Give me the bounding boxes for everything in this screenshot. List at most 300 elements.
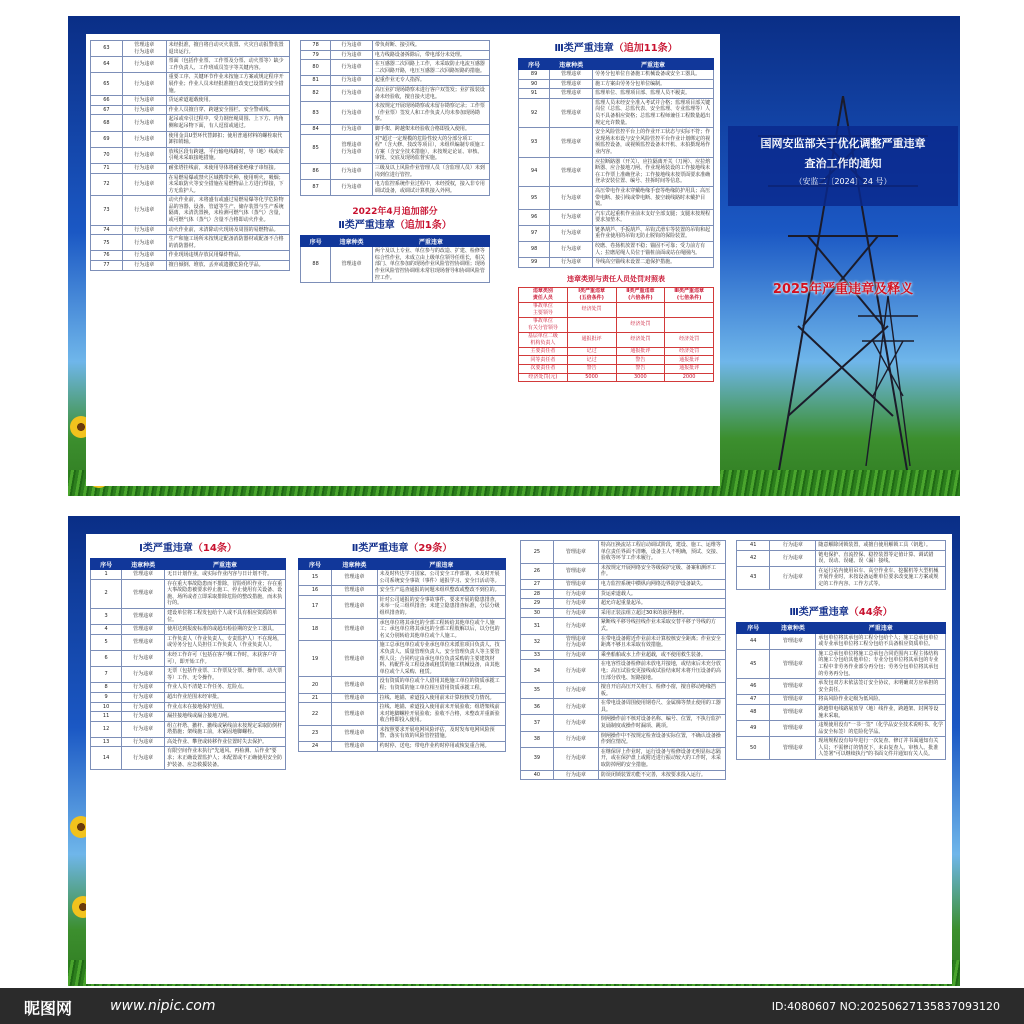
rule-category: 管理违章 行为违章 (553, 634, 598, 650)
rule-description: 在电容性设备检修前未放电并接地，或结束后未充分放电；高压试验变更接线或试验结束时未将升压设备的高压部分放电、短路接地。 (598, 660, 725, 683)
rule-number: 24 (299, 742, 332, 752)
matrix-row (519, 373, 714, 382)
rule-number: 11 (91, 712, 122, 722)
rule-category: 管理违章 (122, 579, 165, 608)
rule-category: 管理违章 (553, 579, 598, 589)
rule-category: 管理违章 (332, 693, 378, 703)
rule-category: 行为违章 (331, 85, 373, 101)
table-row (91, 667, 286, 683)
rule-category: 行为违章 (122, 235, 166, 251)
col-header-description: 严重违章 (816, 622, 946, 633)
matrix-cell: 通报批评 (616, 347, 665, 356)
col-header-no: 序号 (519, 59, 550, 70)
rule-number: 92 (519, 98, 550, 127)
table-row (91, 650, 286, 666)
rule-description: 约时停、送电；带电作业约时停用或恢复重合闸。 (377, 742, 505, 752)
rule-number: 83 (301, 102, 331, 125)
rule-number: 65 (91, 73, 123, 96)
rule-number: 95 (519, 186, 550, 209)
matrix-cell: 通报批评 (665, 365, 714, 374)
rule-category: 管理违章 行为违章 (122, 41, 166, 57)
rule-category: 管理违章 (550, 70, 593, 80)
col-header-category: 违章种类 (332, 559, 378, 570)
table-row (521, 715, 726, 731)
rule-description: 作业人员不清楚工作任务、危险点。 (165, 683, 286, 693)
rules-table-body (91, 41, 290, 271)
rule-category: 行为违章 (122, 57, 166, 73)
matrix-cell: 通报批评 (567, 332, 616, 347)
matrix-cell: 同等责任者 (519, 356, 568, 365)
rule-category: 管理违章 (550, 89, 593, 99)
matrix-row (519, 332, 714, 347)
rule-description: 耐张塔挂线前，未使用导体将耐张绝缘子串短接。 (166, 163, 289, 173)
rule-description: 漏挂接地线或漏合接地刀闸。 (165, 712, 286, 722)
rule-description: 导线高空锚线未设置二道保护措施。 (593, 258, 714, 268)
matrix-cell: 事故单位 主要领导 (519, 302, 568, 317)
table-row (521, 683, 726, 699)
rule-number: 81 (301, 76, 331, 86)
rule-description: 汽车式起重机作业前未支好全部支腿；支腿未按规程要求加垫木。 (593, 209, 714, 225)
rule-description: 使用达到报废标准的或超出检验期的安全工器具。 (165, 625, 286, 635)
rule-number: 36 (521, 699, 554, 715)
rule-category: 行为违章 (122, 105, 166, 115)
rule-category: 行为违章 (553, 770, 598, 780)
rule-number: 3 (91, 608, 122, 624)
site-logo: 昵图网 (24, 999, 73, 1018)
col-header-description: 严重违章 (377, 559, 505, 570)
matrix-cell: 经济处罚 (665, 347, 714, 356)
table-row (301, 76, 490, 86)
table-row (737, 679, 946, 695)
rule-description: 票面（包括作业票、工作票及分票、动火票等）缺少工作负责人、工作班成员签字等关键内容。 (166, 57, 289, 73)
rule-category: 行为违章 (331, 163, 373, 179)
rule-number: 2 (91, 579, 122, 608)
rule-description: 施工总承包单位或专业承包单位未派驻项目负责人、技术负责人、质量管理负责人、安全管理负责人等主要管理人员；合同约定由承包单位负责采购的主要建筑材料、构配件及工程设备或租赁的施工机械设备，由其他单位或个人采购、租赁。 (377, 641, 505, 677)
rule-number: 4 (91, 625, 122, 635)
notice-doc-number: （安监二〔2024〕24 号） (794, 177, 892, 186)
bottom-flyer-panel (68, 516, 960, 986)
rule-number: 84 (301, 124, 331, 134)
rule-description: 动火作业前，未将盛有或盛过易燃易爆等化学危险物品的容器、设备、管道等生产、储存装置与生产系统隔离，未清洗置换，未检测可燃气体（蒸气）含量，或可燃气体（蒸气）含量不合格即动火作业。 (166, 196, 289, 225)
class3-addition-heading: Ⅲ类严重违章（追加11条） (554, 43, 678, 54)
rule-description: 防误闭锁装置功能不完善，未按要求投入运行。 (598, 770, 725, 780)
table-row (301, 60, 490, 76)
rule-category: 行为违章 (122, 225, 166, 235)
rule-category: 行为违章 (122, 667, 165, 683)
table-row (91, 196, 290, 225)
table-row (91, 747, 286, 770)
rule-category: 行为违章 (122, 650, 165, 666)
rule-description: 高处作业、攀登或转移作业位置时失去保护。 (165, 737, 286, 747)
table-row (521, 618, 726, 634)
table-row (519, 242, 714, 258)
rule-number: 72 (91, 173, 123, 196)
matrix-header-cell: Ⅱ类严重违章 (六倍条件) (616, 287, 665, 302)
table-row (299, 725, 506, 741)
rules-table (90, 558, 286, 770)
rule-number: 47 (737, 695, 770, 705)
rule-number: 96 (519, 209, 550, 225)
table-row (91, 251, 290, 261)
rule-category: 管理违章 (122, 625, 165, 635)
rule-category: 行为违章 (553, 589, 598, 599)
rule-description: 三级及以上风险作业管理人员（含监理人员）未到岗到位进行管控。 (372, 163, 489, 179)
rule-number: 76 (91, 251, 123, 261)
table-row (91, 147, 290, 163)
class1-heading: Ⅰ类严重违章（14条） (139, 543, 237, 554)
col-header-description: 严重违章 (593, 59, 714, 70)
rule-number: 20 (299, 677, 332, 693)
rule-number: 66 (91, 96, 123, 106)
rule-category: 管理违章 (122, 608, 165, 624)
rule-category: 行为违章 (122, 702, 165, 712)
rules-table (736, 540, 946, 590)
rule-number: 5 (91, 634, 122, 650)
rule-number: 33 (521, 650, 554, 660)
col-header-category: 违章种类 (550, 59, 593, 70)
table-row (521, 731, 726, 747)
rule-description: 未经批准，擅自将自动灭火装置、火灾自动报警装置退出运行。 (166, 41, 289, 57)
rules-table-body (301, 247, 490, 283)
table-row (301, 180, 490, 196)
table-row (299, 641, 506, 677)
rule-category: 管理违章 (550, 79, 593, 89)
rule-description: 起重作业无专人指挥。 (372, 76, 489, 86)
penalty-matrix (518, 287, 714, 382)
penalty-matrix-body (519, 302, 714, 381)
rule-number: 38 (521, 731, 554, 747)
rule-description: 起吊或牵引过程中，受力钢丝绳周围、上下方、内角侧和起吊物下面，有人逗留或通过。 (166, 115, 289, 131)
table-row (91, 608, 286, 624)
rule-number: 26 (521, 563, 554, 579)
rule-description: 建设单位将工程发包给个人或不具有相应资质的单位。 (165, 608, 286, 624)
rule-category: 行为违章 (553, 731, 598, 747)
rule-description: 两个及以上专业、单位参与的改造、扩建、检修等综合性作业，未成立由上级单位领导任组长，相关部门、单位参加的现场作业风险管控协调组；现场作业风险管控协调组未常驻现场督导和协调风险管控工作。 (372, 247, 489, 283)
table-row (301, 41, 490, 51)
rule-description: 擅自倾倒、堆放、丢弃或遗撒危险化学品。 (166, 261, 289, 271)
rule-number: 19 (299, 641, 332, 677)
rule-number: 21 (299, 693, 332, 703)
table-row (519, 98, 714, 127)
matrix-cell: 经济处罚(元) (519, 373, 568, 382)
matrix-cell: 记过 (567, 347, 616, 356)
rule-number: 31 (521, 618, 554, 634)
rules-table-body (521, 541, 726, 780)
col-header-category: 违章种类 (770, 622, 816, 633)
rule-description: 倒闸操作中不按规定检查设备实际位置，不确认设备操作到位情况。 (598, 731, 725, 747)
rule-category: 行为违章 (122, 683, 165, 693)
main-title: 2025年严重违章及释义 (772, 282, 914, 297)
matrix-cell: 2000 (665, 373, 714, 382)
table-row (299, 570, 506, 586)
rule-category: 行为违章 (122, 96, 166, 106)
rules-table (736, 622, 946, 761)
matrix-row (519, 302, 714, 317)
rule-category: 行为违章 (770, 550, 816, 566)
top-column-3 (518, 40, 714, 382)
rule-description: 乘坐船舶或水上作业超载，或不使用救生装备。 (598, 650, 725, 660)
rule-category: 行为违章 (331, 60, 373, 76)
rule-category: 管理违章 (122, 634, 165, 650)
rule-description: 没有资质的单位或个人借用其他施工单位的资质承揽工程；有资质的施工单位相互借用资质承揽工程。 (377, 677, 505, 693)
rule-category: 行为违章 (331, 124, 373, 134)
rule-category: 管理违章 (550, 157, 593, 186)
rule-category: 管理违章 (553, 563, 598, 579)
table-row (737, 695, 946, 705)
table-row (91, 261, 290, 271)
rule-category: 行为违章 (122, 251, 166, 261)
rule-category: 行为违章 (122, 747, 165, 770)
rule-category: 行为违章 (770, 566, 816, 589)
rule-number: 71 (91, 163, 123, 173)
rule-description: 存在重大事故隐患而不排除，冒险组织作业；存在重大事故隐患被要求停止施工、停止使用有关设备、设施、场所或者立即采取排除危险的整改措施，而未执行的。 (165, 579, 286, 608)
table-row (521, 589, 726, 599)
matrix-cell (665, 302, 714, 317)
rule-number: 89 (519, 70, 550, 80)
rule-category: 管理违章 (770, 721, 816, 737)
rule-description: 工作负责人（作业负责人、专责监护人）不在现场，或劳务分包人员担任工作负责人（作业负责人）。 (165, 634, 286, 650)
table-row (91, 721, 286, 737)
rule-category: 行为违章 (122, 147, 166, 163)
table-row (521, 579, 726, 589)
rule-number: 43 (737, 566, 770, 589)
matrix-row (519, 365, 714, 374)
rule-category: 行为违章 (550, 242, 593, 258)
rule-category: 管理违章 (770, 649, 816, 678)
matrix-row (519, 356, 714, 365)
notice-title-line2: 查治工作的通知 (804, 157, 882, 170)
table-row (519, 186, 714, 209)
bottom-column-4 (736, 540, 946, 760)
table-row (91, 634, 286, 650)
rule-category: 行为违章 (122, 196, 166, 225)
table-row (737, 633, 946, 649)
rules-table-body (737, 541, 946, 590)
matrix-cell: 警告 (567, 365, 616, 374)
table-row (521, 563, 726, 579)
matrix-cell: 通报批评 (665, 356, 714, 365)
rule-description: 随意解除闭锁装置，或擅自使用解锁工具（钥匙）。 (816, 541, 946, 551)
rule-description: 在易燃易爆或禁火区域携带火种、使用明火、吸烟；未采取防火等安全措施在易燃物品上方进行焊接，下方无监护人。 (166, 173, 289, 196)
rule-description: 应拉断路器（开关）、应拉隔离开关（刀闸）、应拉熔断器、应合接地刀闸、作业现场装设的工作接地线未在工作票上准确登录；工作接地线未按票面要求准确登录安装位置、编号、挂拆时间等信息。 (593, 157, 714, 186)
matrix-row (519, 317, 714, 332)
top-column-2 (300, 40, 490, 283)
rule-category: 管理违章 (332, 641, 378, 677)
bottom-column-2 (298, 540, 506, 752)
rule-description: 作业点未在接地保护范围。 (165, 702, 286, 712)
bottom-column-1 (90, 540, 286, 770)
rule-category: 行为违章 (122, 737, 165, 747)
rule-category: 行为违章 (122, 721, 165, 737)
rule-number: 16 (299, 586, 332, 596)
rule-number: 7 (91, 667, 122, 683)
table-row (91, 225, 290, 235)
table-row (91, 692, 286, 702)
table-row (737, 704, 946, 720)
rule-category: 管理违章 (770, 737, 816, 760)
rule-number: 74 (91, 225, 123, 235)
rule-description: 特高压换流站工程启动调试阶段，建设、施工、运维等单位责任界面不清晰，设备主人不明确，预试、交接、验收等环节工作未履行。 (598, 541, 725, 564)
rule-description: 采用正装法组立超过30米的悬浮抱杆。 (598, 608, 725, 618)
rule-number: 28 (521, 589, 554, 599)
rule-description: 在继保屏上作业时，运行设备与检修设备无明显标志隔开，或在保护盘上或附近进行振动较大的工作时，未采取防掉闸的安全措施。 (598, 747, 725, 770)
rule-number: 93 (519, 128, 550, 157)
matrix-cell: 次要责任者 (519, 365, 568, 374)
rule-category: 行为违章 (553, 599, 598, 609)
rule-number: 69 (91, 131, 123, 147)
table-row (521, 541, 726, 564)
rule-number: 67 (91, 105, 123, 115)
rule-category: 行为违章 (122, 692, 165, 702)
rule-category: 行为违章 (553, 715, 598, 731)
rule-description: 电力监控系统作业过程中，未经授权，接入非专用调试设备，或调试计算机接入外网。 (372, 180, 489, 196)
table-row (299, 677, 506, 693)
rules-table-body (519, 70, 714, 268)
rule-description: 施工总承包单位将施工总承包合同范围内工程主体结构的施工分包给其他单位；专业分包单位将其承包的专业工程中非劳务作业部分再分包；劳务分包单位将其承包的劳务再分包。 (816, 649, 946, 678)
rule-description: 组立杆塔、撤杆、撤线或紧线前未按规定采取防倒杆塔措施；架线施工前，未紧固地脚螺栓。 (165, 721, 286, 737)
rule-description: 链电保护、直流控保、稳控装置等定值计算、调试错误，误动、误碰、误（漏）接线。 (816, 550, 946, 566)
rule-category: 行为违章 (122, 73, 166, 96)
col-header-no: 序号 (737, 622, 770, 633)
rule-number: 75 (91, 235, 123, 251)
table-row (737, 541, 946, 551)
rule-category: 行为违章 (553, 618, 598, 634)
table-row (299, 693, 506, 703)
rule-number: 14 (91, 747, 122, 770)
col-header-no: 序号 (299, 559, 332, 570)
rule-number: 22 (299, 703, 332, 726)
rule-description: 将高风险作业定级为低风险。 (816, 695, 946, 705)
rule-category: 行为违章 (122, 173, 166, 196)
rule-description: 超允许起重量起吊。 (598, 599, 725, 609)
table-row (91, 683, 286, 693)
rule-number: 80 (301, 60, 331, 76)
table-row (519, 209, 714, 225)
rule-number: 42 (737, 550, 770, 566)
rule-number: 70 (91, 147, 123, 163)
rule-description: 绞磨、卷扬机放置不稳；锚固不可靠；受力前方有人；拉磨尾绳人员位于锚桩前面或站在绳圈内。 (593, 242, 714, 258)
col-header-no: 序号 (301, 236, 331, 247)
rule-number: 23 (299, 725, 332, 741)
rule-number: 46 (737, 679, 770, 695)
matrix-cell: 经济处罚 (665, 332, 714, 347)
table-row (299, 703, 506, 726)
rule-description: 电力监控系统中横纵向网络边界防护设备缺失。 (598, 579, 725, 589)
rule-description: 针对公司通报的安全事故事件，要求开展的隐患排查，未举一反三组织排查；未建立隐患排查标准，分层分级组织排查的。 (377, 595, 505, 618)
rule-number: 87 (301, 180, 331, 196)
matrix-row (519, 347, 714, 356)
table-row (91, 131, 290, 147)
rule-category: 管理违章 (770, 695, 816, 705)
rules-table-body (299, 570, 506, 752)
rule-description: 安全风险管控平台上的作业开工状态与实际不符；作业现场未布设与安全风险管控平台作业计划绑定的视频监控设备，或视频监控设备未开机、未拍摄现场作业内容。 (593, 128, 714, 157)
rule-category: 行为违章 (553, 608, 598, 618)
rule-description: 脚手架、跨越架未经验收合格即投入使用。 (372, 124, 489, 134)
rule-number: 90 (519, 79, 550, 89)
rule-number: 30 (521, 608, 554, 618)
col-header-description: 严重违章 (372, 236, 489, 247)
class3-heading: Ⅲ类严重违章（44条） (789, 606, 893, 618)
rule-number: 79 (301, 50, 331, 60)
rule-number: 68 (91, 115, 123, 131)
addition-2022-heading: Ⅱ类严重违章（追加1条） (338, 220, 452, 232)
rule-category: 行为违章 (122, 163, 166, 173)
matrix-cell: 5000 (567, 373, 616, 382)
rule-description: 对"超过一定规模的危险性较大的分部分项工程"（含大修、技改等项目），未组织编制专项施工方案（含安全技术措施），未按规定论证、审核、审批、交底及现场监督实施。 (372, 134, 489, 163)
rule-description: 无票（包括作业票、工作票及分票、操作票、动火票等）工作、无令操作。 (165, 667, 286, 683)
site-url: www.nipic.com (110, 998, 216, 1014)
rule-number: 18 (299, 618, 332, 641)
rule-description: 擅自开启高压开关柜门、检修小窗，擅自移动绝缘挡板。 (598, 683, 725, 699)
rule-number: 17 (299, 595, 332, 618)
rule-category: 行为违章 (122, 261, 166, 271)
rules-table (300, 235, 490, 283)
rule-description: 有限空间作业未执行"先通风、再检测、后作业"要求；未正确设置监护人；未配置或不正确使用安全防护装备、应急救援装备。 (165, 747, 286, 770)
table-row (91, 625, 286, 635)
table-row (519, 225, 714, 241)
table-row (521, 747, 726, 770)
rule-category: 管理违章 (550, 128, 593, 157)
matrix-cell (567, 317, 616, 332)
rule-category: 管理违章 (770, 633, 816, 649)
rule-description: 在互感器二次回路上工作，未采取防止电流互感器二次回路开路，电压互感器二次回路短路的措施。 (372, 60, 489, 76)
top-flyer-panel (68, 16, 960, 496)
rule-category: 管理违章 (332, 595, 378, 618)
class2-heading: Ⅱ类严重违章（29条） (351, 543, 453, 554)
rule-description: 安全生产巡查通报的问题未组织整改或整改不到位的。 (377, 586, 505, 596)
rule-number: 88 (301, 247, 331, 283)
rule-description: 动火作业前，未清除动火现场及周围的易燃物品。 (166, 225, 289, 235)
rules-table-body (91, 570, 286, 770)
matrix-cell: 经济处罚 (616, 332, 665, 347)
rule-number: 15 (299, 570, 332, 586)
rule-category: 行为违章 (553, 660, 598, 683)
rule-description: 监理人员未经安全准入考试并合格；监理项目部关键岗位（总监、总监代表、安全监理、专业监理等）人员不具备相应资格；总监理工程师兼任工程数量超出规定允许数量。 (593, 98, 714, 127)
rule-number: 64 (91, 57, 123, 73)
rule-category: 行为违章 (553, 699, 598, 715)
rules-table-body (301, 41, 490, 196)
table-row (91, 737, 286, 747)
bottom-white-sheet (86, 534, 952, 984)
rule-category: 管理违章 行为违章 (331, 134, 373, 163)
table-row (301, 50, 490, 60)
rule-description: 高压带电作业未穿戴绝缘手套等绝缘防护用具；高压带电断、接引线或带电断、接空载线路时未戴护目镜。 (593, 186, 714, 209)
rule-description: 承包单位将其承包的全部工程转给其他单位或个人施工；承包单位将其承包的全部工程肢解以后，以分包的名义分别转给其他单位或个人施工。 (377, 618, 505, 641)
table-row (91, 235, 290, 251)
rule-category: 行为违章 (331, 102, 373, 125)
rule-number: 32 (521, 634, 554, 650)
rule-number: 73 (91, 196, 123, 225)
rule-number: 91 (519, 89, 550, 99)
table-row (519, 70, 714, 80)
rule-category: 行为违章 (553, 747, 598, 770)
table-row (301, 85, 490, 101)
rule-number: 41 (737, 541, 770, 551)
rule-number: 13 (91, 737, 122, 747)
matrix-cell: 经济处罚 (616, 317, 665, 332)
col-header-category: 违章种类 (122, 559, 165, 570)
rule-category: 管理违章 (332, 742, 378, 752)
rule-category: 行为违章 (550, 186, 593, 209)
rule-number: 9 (91, 692, 122, 702)
rule-description: 链条葫芦、手扳葫芦、吊钩式滑车等装置的吊钩和起重作业使用的吊钩无防止脱钩的保险装置。 (593, 225, 714, 241)
matrix-cell: 警告 (616, 356, 665, 365)
rule-description: 未按照要求开展电网风险评估，及时发布电网风险预警、落实有效的风险管控措施。 (377, 725, 505, 741)
penalty-matrix-header (519, 287, 714, 302)
rule-category: 管理违章 (122, 570, 165, 580)
table-row (737, 649, 946, 678)
rule-description: 无日计划作业，或实际作业内容与日计划不符。 (165, 570, 286, 580)
